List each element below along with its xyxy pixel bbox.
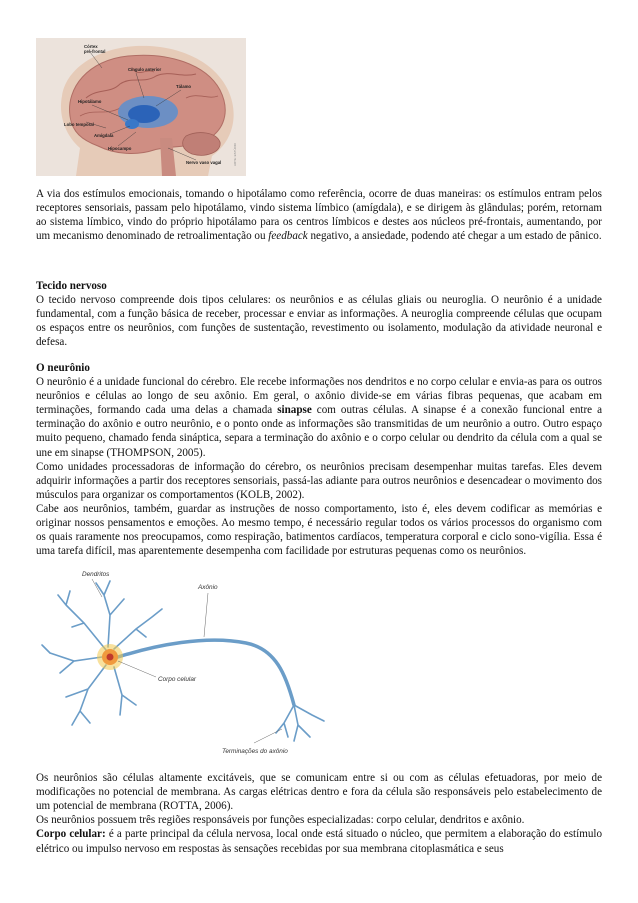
brain-illustration <box>36 38 246 176</box>
para1-text-b: negativo, a ansiedade, podendo até chegar a um estado de pânico. <box>310 230 602 243</box>
term-cell-body: Corpo celular: <box>36 828 106 841</box>
cell-body-description: é a parte principal da célula nervosa, local onde está situado o núcleo, que permitem a elaboração do estímulo elétrico ou impulso nervoso em respostas às sensações recebidas por sua membrana citoplasmática e seus <box>36 828 602 856</box>
brain-diagram <box>36 38 246 176</box>
axon <box>118 640 294 705</box>
label-hippocampus: Hipocampo <box>108 146 132 151</box>
paragraph-emotional-pathway <box>36 187 602 243</box>
label-vagus: Nervo vaso vagal <box>186 160 222 165</box>
section-heading-nervous-tissue: Tecido nervoso <box>36 280 107 292</box>
paragraph-excitable-cells: Os neurônios são células altamente excitáveis, que se comunicam entre si ou com as células efetuadoras, por meio de modificações no potencial de membrana. As cargas elétricas dentro e fora da célula são responsáveis pelo estabelecimento de um potencial de membrana (ROTTA, 2006). <box>36 772 602 813</box>
label-dendrites: Dendritos <box>82 571 110 578</box>
paragraph-nervous-tissue: O tecido nervoso compreende dois tipos celulares: os neurônios e as células gliais ou neuroglia. O neurônio é a unidade fundamental, com a função básica de receber, processar e enviar as informações. A neuroglia compreende células que ocupam os espaços entre os neurônios, com funções de sustentação, revestimento ou isolamento, modulação da atividade neuronal e defesa. <box>36 294 602 349</box>
axon-terminals <box>276 705 324 741</box>
label-thalamus: Tálamo <box>176 84 192 89</box>
paragraph-cell-body <box>36 827 602 856</box>
para1-text-a: A via dos estímulos emocionais, tomando o hipotálamo como referência, ocorre de duas maneiras: os estímulos entram pelos receptores sensoriais, passam pelo hipotálamo, vindo sistema límbico (amígdala), e se dirigem às glândulas; porém, retornam ao sistema límbico, vindo do próprio hipotálamo para os centros límbicos e destes aos núcleos pré-frontais, aumentando, por um mecanismo denominado de retroalimentação ou <box>36 188 602 243</box>
label-amygdala: Amígdala <box>94 133 114 138</box>
label-temporal: Lobo temporal <box>64 122 94 127</box>
label-cell-body: Corpo celular <box>158 676 197 683</box>
label-axon-terminals: Terminações do axônio <box>222 748 288 755</box>
neuron-synapse-term: sinapse <box>277 404 312 417</box>
section-nervous-tissue <box>36 279 602 349</box>
cerebellum <box>183 133 221 156</box>
neuron-p1-text-a: O neurônio é a unidade funcional do cérebro. Ele recebe informações nos dendritos e no corpo celular e envia-as para os outros neurônios e células ao longo de seu axônio. Em geral, o axônio divide-se em várias fibras pequenas, que acabam em terminações, formando cada uma delas a chamada <box>36 376 602 417</box>
section-neuron <box>36 361 602 558</box>
paragraph-three-regions: Os neurônios possuem três regiões responsáveis por funções especializadas: corpo celular, dendritos e axônio. <box>36 814 525 827</box>
paragraph-neuron-3: Cabe aos neurônios, também, guardar as instruções de nosso comportamento, isto é, eles devem codificar as memórias e originar nossos pensamentos e emoções. Ao mesmo tempo, é necessário regular todos os vários processos do organismo com os quais raramente nos preocupamos, como respiração, batimentos cardíacos, temperatura corporal e ciclo sono-vigília. Essa é uma tarefa difícil, mas aparentemente desempenha com facilidade por estruturas pequenas como os neurônios. <box>36 502 602 558</box>
image-credit: ARTE: ESTÚDIO <box>233 143 237 166</box>
label-cortex: Córtex pré-frontal <box>84 44 106 54</box>
section-heading-neuron: O neurônio <box>36 362 90 374</box>
label-hypothalamus: Hipotálamo <box>78 99 102 104</box>
neuron-diagram <box>36 565 336 760</box>
label-cingulate: Cíngulo anterior <box>128 67 162 72</box>
neuron-p1-text-b: com outras células. A sinapse é a conexão funcional entre a terminação do axônio e outro neurônio, e o ponto onde as informações são transmitidas de um neurônio a outro. Outro espaço muito pequeno, chamado fenda sináptica, separa a terminação do axônio e o corpo celular ou dendrito da célula com a qual se une em sinapse (THOMPSON, 2005). <box>36 404 603 459</box>
label-axon: Axônio <box>198 584 218 591</box>
nucleus <box>107 654 114 661</box>
paragraph-neuron-2: Como unidades processadoras de informação do cérebro, os neurônios precisam desempenhar muitas tarefas. Eles devem adquirir informações a partir dos receptores sensoriais, passá-las adiante para outros neurônios e desencadear o movimento dos músculos para organizar os comportamentos (KOLB, 2002). <box>36 460 602 501</box>
para1-feedback-term: feedback <box>268 230 308 243</box>
neuron-illustration <box>36 565 336 760</box>
section-neuron-regions <box>36 771 602 857</box>
paragraph-neuron-1 <box>36 375 602 460</box>
